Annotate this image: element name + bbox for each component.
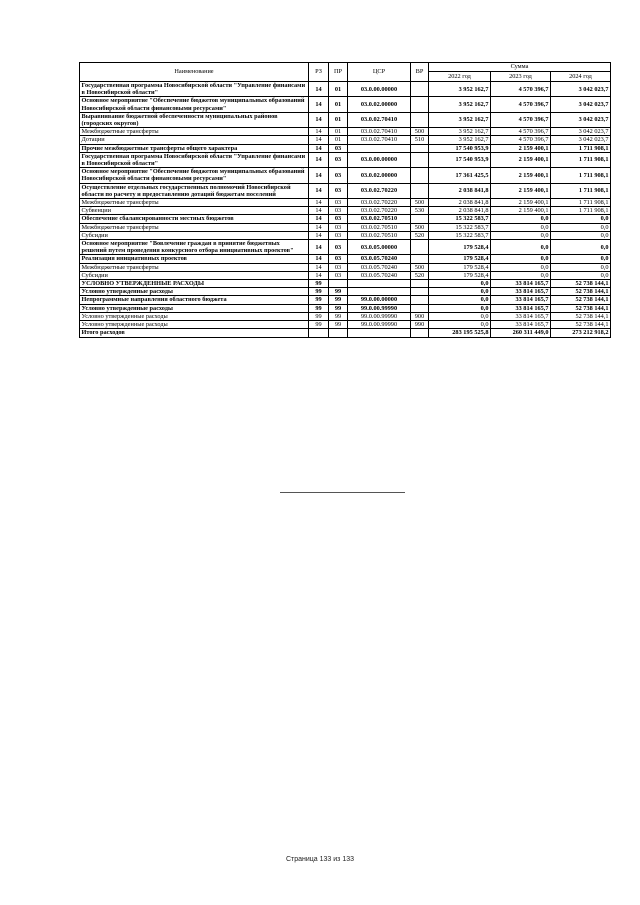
table-row bbox=[80, 144, 611, 152]
cell-name: Непрограммные направления областного бюджета bbox=[80, 296, 309, 304]
cell-2022: 2 038 841,8 bbox=[429, 207, 491, 215]
cell-csr: 03.0.05.70240 bbox=[348, 271, 411, 279]
cell-pr: 03 bbox=[329, 183, 348, 198]
cell-2023: 2 159 400,1 bbox=[491, 207, 551, 215]
cell-2024: 1 711 908,1 bbox=[551, 199, 611, 207]
cell-name: Субсидии bbox=[80, 231, 309, 239]
cell-rz: 14 bbox=[309, 136, 329, 144]
cell-vr bbox=[411, 240, 429, 255]
cell-2023: 2 159 400,1 bbox=[491, 199, 551, 207]
cell-2023: 0,0 bbox=[491, 240, 551, 255]
cell-name: Условно утвержденные расходы bbox=[80, 312, 309, 320]
cell-name: Государственная программа Новосибирской области "Управление финансами в Новосибирской области" bbox=[80, 152, 309, 167]
cell-csr: 03.0.02.70410 bbox=[348, 128, 411, 136]
cell-csr: 03.0.02.00000 bbox=[348, 97, 411, 112]
cell-rz: 14 bbox=[309, 255, 329, 263]
cell-pr: 03 bbox=[329, 263, 348, 271]
cell-name: Обеспечение сбалансированности местных бюджетов bbox=[80, 215, 309, 223]
table-row bbox=[80, 304, 611, 312]
cell-name: Условно утвержденные расходы bbox=[80, 321, 309, 329]
cell-pr bbox=[329, 280, 348, 288]
cell-csr: 03.0.02.70510 bbox=[348, 231, 411, 239]
header-csr: ЦСР bbox=[348, 63, 411, 82]
cell-vr bbox=[411, 329, 429, 337]
cell-pr: 99 bbox=[329, 304, 348, 312]
cell-2023: 260 311 449,0 bbox=[491, 329, 551, 337]
cell-csr: 03.0.02.70410 bbox=[348, 136, 411, 144]
cell-2022: 179 528,4 bbox=[429, 263, 491, 271]
cell-2022: 3 952 162,7 bbox=[429, 97, 491, 112]
cell-vr bbox=[411, 112, 429, 127]
cell-2022: 179 528,4 bbox=[429, 271, 491, 279]
cell-2023: 2 159 400,1 bbox=[491, 183, 551, 198]
table-row bbox=[80, 255, 611, 263]
cell-vr: 500 bbox=[411, 199, 429, 207]
cell-2024: 1 711 908,1 bbox=[551, 183, 611, 198]
cell-2023: 0,0 bbox=[491, 231, 551, 239]
table-row bbox=[80, 223, 611, 231]
cell-2024: 52 738 144,1 bbox=[551, 296, 611, 304]
cell-pr: 01 bbox=[329, 128, 348, 136]
cell-rz: 14 bbox=[309, 223, 329, 231]
cell-2022: 3 952 162,7 bbox=[429, 112, 491, 127]
cell-pr: 03 bbox=[329, 207, 348, 215]
cell-rz: 99 bbox=[309, 321, 329, 329]
table-row bbox=[80, 207, 611, 215]
cell-2023: 33 814 165,7 bbox=[491, 280, 551, 288]
cell-csr: 03.0.00.00000 bbox=[348, 82, 411, 97]
cell-csr: 03.0.02.00000 bbox=[348, 168, 411, 183]
cell-2024: 0,0 bbox=[551, 231, 611, 239]
cell-vr: 500 bbox=[411, 128, 429, 136]
cell-2024: 1 711 908,1 bbox=[551, 152, 611, 167]
cell-csr bbox=[348, 144, 411, 152]
cell-vr bbox=[411, 296, 429, 304]
cell-pr: 99 bbox=[329, 321, 348, 329]
cell-2024: 1 711 908,1 bbox=[551, 168, 611, 183]
cell-2023: 4 570 396,7 bbox=[491, 97, 551, 112]
cell-vr bbox=[411, 304, 429, 312]
cell-name: Осуществление отдельных государственных полномочий Новосибирской области по расчету и предоставлению дотаций бюджетам поселений bbox=[80, 183, 309, 198]
cell-csr: 03.0.02.70410 bbox=[348, 112, 411, 127]
table-row bbox=[80, 312, 611, 320]
cell-2023: 0,0 bbox=[491, 271, 551, 279]
cell-name: Основное мероприятие "Обеспечение бюджетов муниципальных образований Новосибирской области финансовыми ресурсами" bbox=[80, 168, 309, 183]
cell-name: Межбюджетные трансферты bbox=[80, 263, 309, 271]
cell-vr bbox=[411, 144, 429, 152]
table-row bbox=[80, 280, 611, 288]
cell-2023: 2 159 400,1 bbox=[491, 168, 551, 183]
cell-pr: 01 bbox=[329, 82, 348, 97]
cell-vr bbox=[411, 82, 429, 97]
cell-pr: 03 bbox=[329, 144, 348, 152]
header-year-2022: 2022 год bbox=[429, 72, 491, 82]
cell-2024: 52 738 144,1 bbox=[551, 288, 611, 296]
header-pr: ПР bbox=[329, 63, 348, 82]
cell-csr bbox=[348, 288, 411, 296]
cell-pr: 99 bbox=[329, 288, 348, 296]
cell-csr bbox=[348, 280, 411, 288]
cell-2023: 0,0 bbox=[491, 223, 551, 231]
cell-name: Субсидии bbox=[80, 271, 309, 279]
cell-2022: 17 540 953,9 bbox=[429, 152, 491, 167]
cell-name: Выравнивание бюджетной обеспеченности муниципальных районов (городских округов) bbox=[80, 112, 309, 127]
cell-pr: 03 bbox=[329, 199, 348, 207]
cell-csr: 99.0.00.99990 bbox=[348, 312, 411, 320]
cell-name: Основное мероприятие "Вовлечение граждан в принятие бюджетных решений путем проведения конкурсного отбора инициативных проектов" bbox=[80, 240, 309, 255]
cell-name: Дотации bbox=[80, 136, 309, 144]
cell-2022: 0,0 bbox=[429, 312, 491, 320]
cell-2023: 33 814 165,7 bbox=[491, 304, 551, 312]
cell-rz: 99 bbox=[309, 288, 329, 296]
table-row bbox=[80, 296, 611, 304]
cell-2022: 2 038 841,8 bbox=[429, 199, 491, 207]
cell-2022: 17 540 953,9 bbox=[429, 144, 491, 152]
cell-2022: 0,0 bbox=[429, 296, 491, 304]
cell-2024: 3 042 023,7 bbox=[551, 112, 611, 127]
cell-2024: 3 042 023,7 bbox=[551, 128, 611, 136]
cell-vr bbox=[411, 183, 429, 198]
cell-vr bbox=[411, 288, 429, 296]
cell-csr: 03.0.00.00000 bbox=[348, 152, 411, 167]
header-vr: ВР bbox=[411, 63, 429, 82]
cell-2022: 15 322 583,7 bbox=[429, 223, 491, 231]
cell-pr: 01 bbox=[329, 112, 348, 127]
table-row bbox=[80, 112, 611, 127]
cell-name: Условно утвержденные расходы bbox=[80, 288, 309, 296]
table-row bbox=[80, 288, 611, 296]
cell-vr: 520 bbox=[411, 231, 429, 239]
cell-2023: 0,0 bbox=[491, 263, 551, 271]
table-row bbox=[80, 82, 611, 97]
cell-csr: 99.0.00.00000 bbox=[348, 296, 411, 304]
cell-2023: 33 814 165,7 bbox=[491, 312, 551, 320]
cell-2022: 283 195 525,8 bbox=[429, 329, 491, 337]
cell-csr: 99.0.00.99990 bbox=[348, 321, 411, 329]
cell-rz: 14 bbox=[309, 207, 329, 215]
cell-2022: 0,0 bbox=[429, 288, 491, 296]
cell-rz bbox=[309, 329, 329, 337]
table-body bbox=[80, 82, 611, 338]
cell-rz: 14 bbox=[309, 271, 329, 279]
cell-rz: 99 bbox=[309, 280, 329, 288]
cell-csr bbox=[348, 329, 411, 337]
table-row bbox=[80, 271, 611, 279]
cell-rz: 14 bbox=[309, 82, 329, 97]
cell-name: Основное мероприятие "Обеспечение бюджетов муниципальных образований Новосибирской области финансовыми ресурсами" bbox=[80, 97, 309, 112]
cell-csr: 03.0.02.70510 bbox=[348, 223, 411, 231]
cell-vr bbox=[411, 255, 429, 263]
cell-pr: 03 bbox=[329, 271, 348, 279]
cell-rz: 14 bbox=[309, 112, 329, 127]
cell-2022: 15 322 583,7 bbox=[429, 231, 491, 239]
cell-pr: 03 bbox=[329, 231, 348, 239]
cell-rz: 14 bbox=[309, 183, 329, 198]
table-row bbox=[80, 97, 611, 112]
header-year-2023: 2023 год bbox=[491, 72, 551, 82]
cell-2022: 3 952 162,7 bbox=[429, 136, 491, 144]
cell-name: Межбюджетные трансферты bbox=[80, 128, 309, 136]
cell-2022: 2 038 841,8 bbox=[429, 183, 491, 198]
cell-2024: 0,0 bbox=[551, 271, 611, 279]
cell-2023: 4 570 396,7 bbox=[491, 128, 551, 136]
cell-pr: 03 bbox=[329, 223, 348, 231]
separator-line bbox=[280, 492, 405, 493]
table-row bbox=[80, 168, 611, 183]
cell-rz: 99 bbox=[309, 304, 329, 312]
header-year-2024: 2024 год bbox=[551, 72, 611, 82]
cell-pr: 01 bbox=[329, 97, 348, 112]
cell-rz: 14 bbox=[309, 128, 329, 136]
cell-csr: 99.0.00.99990 bbox=[348, 304, 411, 312]
cell-pr: 03 bbox=[329, 240, 348, 255]
cell-vr bbox=[411, 215, 429, 223]
cell-2022: 0,0 bbox=[429, 321, 491, 329]
cell-2023: 0,0 bbox=[491, 255, 551, 263]
cell-pr: 99 bbox=[329, 312, 348, 320]
table-row bbox=[80, 321, 611, 329]
cell-rz: 99 bbox=[309, 312, 329, 320]
table-row bbox=[80, 128, 611, 136]
cell-2022: 0,0 bbox=[429, 280, 491, 288]
cell-pr: 03 bbox=[329, 168, 348, 183]
cell-pr: 03 bbox=[329, 152, 348, 167]
cell-2022: 179 528,4 bbox=[429, 240, 491, 255]
cell-vr: 510 bbox=[411, 136, 429, 144]
cell-2024: 3 042 023,7 bbox=[551, 82, 611, 97]
header-name: Наименование bbox=[80, 63, 309, 82]
cell-2024: 3 042 023,7 bbox=[551, 136, 611, 144]
cell-rz: 14 bbox=[309, 168, 329, 183]
cell-rz: 14 bbox=[309, 215, 329, 223]
cell-pr: 03 bbox=[329, 255, 348, 263]
cell-vr: 500 bbox=[411, 223, 429, 231]
cell-2024: 52 738 144,1 bbox=[551, 304, 611, 312]
cell-csr: 03.0.02.70220 bbox=[348, 199, 411, 207]
cell-2024: 1 711 908,1 bbox=[551, 207, 611, 215]
table-row bbox=[80, 263, 611, 271]
cell-2023: 33 814 165,7 bbox=[491, 296, 551, 304]
cell-rz: 14 bbox=[309, 240, 329, 255]
cell-name: Субвенции bbox=[80, 207, 309, 215]
table-row bbox=[80, 152, 611, 167]
cell-name: Реализация инициативных проектов bbox=[80, 255, 309, 263]
table-row bbox=[80, 199, 611, 207]
cell-csr: 03.0.02.70510 bbox=[348, 215, 411, 223]
cell-name: Государственная программа Новосибирской области "Управление финансами в Новосибирской области" bbox=[80, 82, 309, 97]
cell-2022: 15 322 583,7 bbox=[429, 215, 491, 223]
cell-2024: 0,0 bbox=[551, 263, 611, 271]
cell-2024: 52 738 144,1 bbox=[551, 280, 611, 288]
cell-2024: 52 738 144,1 bbox=[551, 321, 611, 329]
cell-pr: 99 bbox=[329, 296, 348, 304]
cell-2024: 0,0 bbox=[551, 215, 611, 223]
cell-vr: 500 bbox=[411, 263, 429, 271]
cell-rz: 14 bbox=[309, 231, 329, 239]
table-row bbox=[80, 215, 611, 223]
cell-2024: 52 738 144,1 bbox=[551, 312, 611, 320]
cell-csr: 03.0.05.70240 bbox=[348, 263, 411, 271]
cell-vr: 900 bbox=[411, 312, 429, 320]
cell-2024: 0,0 bbox=[551, 255, 611, 263]
cell-pr: 03 bbox=[329, 215, 348, 223]
cell-2024: 273 212 918,2 bbox=[551, 329, 611, 337]
cell-rz: 14 bbox=[309, 199, 329, 207]
cell-csr: 03.0.02.70220 bbox=[348, 207, 411, 215]
cell-csr: 03.0.05.00000 bbox=[348, 240, 411, 255]
table-row bbox=[80, 136, 611, 144]
cell-vr bbox=[411, 97, 429, 112]
cell-vr bbox=[411, 280, 429, 288]
table-header bbox=[80, 63, 611, 82]
cell-2022: 179 528,4 bbox=[429, 255, 491, 263]
cell-name: Условно утвержденные расходы bbox=[80, 304, 309, 312]
cell-vr bbox=[411, 152, 429, 167]
cell-rz: 99 bbox=[309, 296, 329, 304]
cell-2023: 4 570 396,7 bbox=[491, 82, 551, 97]
cell-vr: 990 bbox=[411, 321, 429, 329]
cell-name: УСЛОВНО УТВЕРЖДЕННЫЕ РАСХОДЫ bbox=[80, 280, 309, 288]
cell-2023: 2 159 400,1 bbox=[491, 152, 551, 167]
cell-2022: 17 361 425,5 bbox=[429, 168, 491, 183]
cell-2023: 4 570 396,7 bbox=[491, 112, 551, 127]
header-sum: Сумма bbox=[429, 63, 611, 72]
cell-pr: 01 bbox=[329, 136, 348, 144]
cell-2024: 0,0 bbox=[551, 240, 611, 255]
cell-2023: 0,0 bbox=[491, 215, 551, 223]
table-row bbox=[80, 231, 611, 239]
cell-2023: 33 814 165,7 bbox=[491, 288, 551, 296]
cell-name: Итого расходов bbox=[80, 329, 309, 337]
cell-2022: 3 952 162,7 bbox=[429, 82, 491, 97]
page-footer: Страница 133 из 133 bbox=[285, 856, 355, 863]
cell-vr: 530 bbox=[411, 207, 429, 215]
table-row bbox=[80, 240, 611, 255]
cell-csr: 03.0.02.70220 bbox=[348, 183, 411, 198]
cell-name: Межбюджетные трансферты bbox=[80, 199, 309, 207]
cell-rz: 14 bbox=[309, 144, 329, 152]
cell-name: Прочие межбюджетные трансферты общего характера bbox=[80, 144, 309, 152]
header-rz: РЗ bbox=[309, 63, 329, 82]
cell-2024: 3 042 023,7 bbox=[551, 97, 611, 112]
cell-rz: 14 bbox=[309, 263, 329, 271]
cell-2024: 1 711 908,1 bbox=[551, 144, 611, 152]
cell-rz: 14 bbox=[309, 97, 329, 112]
cell-2022: 0,0 bbox=[429, 304, 491, 312]
cell-rz: 14 bbox=[309, 152, 329, 167]
cell-2022: 3 952 162,7 bbox=[429, 128, 491, 136]
cell-csr: 03.0.05.70240 bbox=[348, 255, 411, 263]
cell-2024: 0,0 bbox=[551, 223, 611, 231]
budget-table bbox=[79, 62, 611, 338]
cell-2023: 33 814 165,7 bbox=[491, 321, 551, 329]
cell-name: Межбюджетные трансферты bbox=[80, 223, 309, 231]
cell-vr bbox=[411, 168, 429, 183]
cell-vr: 520 bbox=[411, 271, 429, 279]
cell-pr bbox=[329, 329, 348, 337]
cell-2023: 4 570 396,7 bbox=[491, 136, 551, 144]
table-row bbox=[80, 329, 611, 337]
table-row bbox=[80, 183, 611, 198]
cell-2023: 2 159 400,1 bbox=[491, 144, 551, 152]
